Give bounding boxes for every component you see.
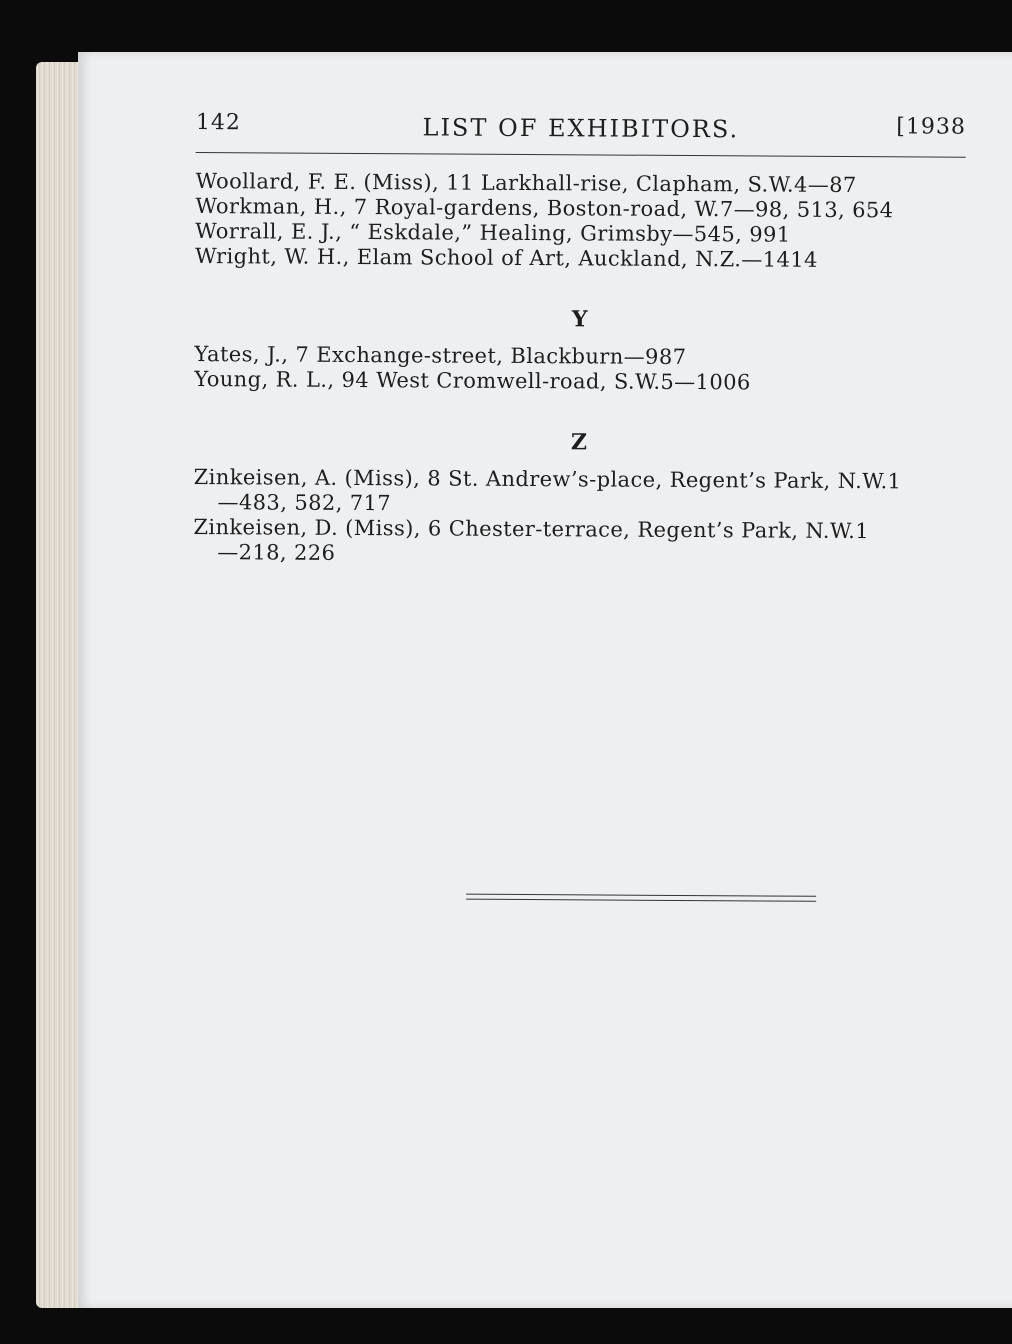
section-letter: Y [571, 306, 588, 333]
section-z [193, 428, 964, 570]
page-title: LIST OF EXHIBITORS. [422, 113, 740, 144]
list-item-continuation: —218, 226 [217, 540, 336, 565]
page-number: 142 [195, 109, 241, 136]
end-rule [466, 894, 816, 902]
list-item: Worrall, E. J., “ Eskdale,” Healing, Grimsby—545, 991 [195, 218, 791, 247]
header-rule [196, 152, 966, 158]
section-w [195, 169, 966, 274]
list-item: Young, R. L., 94 West Cromwell-road, S.W.5—1006 [194, 366, 751, 395]
list-item: Yates, J., 7 Exchange-street, Blackburn—987 [194, 341, 687, 370]
page-content [193, 102, 966, 570]
section-letter: Z [570, 429, 588, 456]
running-header [196, 102, 966, 153]
book-page [78, 52, 1012, 1308]
list-item: Wright, W. H., Elam School of Art, Auckland, N.Z.—1414 [194, 243, 818, 272]
section-y [194, 305, 965, 397]
exhibitor-list [193, 169, 965, 570]
page-year: [1938 [896, 114, 966, 140]
list-item: Zinkeisen, D. (Miss), 6 Chester-terrace, Regent’s Park, N.W.1 [193, 514, 870, 544]
list-item: Zinkeisen, A. (Miss), 8 St. Andrew’s-place, Regent’s Park, N.W.1 [193, 464, 902, 494]
list-item-continuation: —483, 582, 717 [217, 490, 392, 516]
list-item: Woollard, F. E. (Miss), 11 Larkhall-rise, Clapham, S.W.4—87 [195, 168, 857, 198]
list-item: Workman, H., 7 Royal-gardens, Boston-road, W.7—98, 513, 654 [195, 193, 894, 223]
